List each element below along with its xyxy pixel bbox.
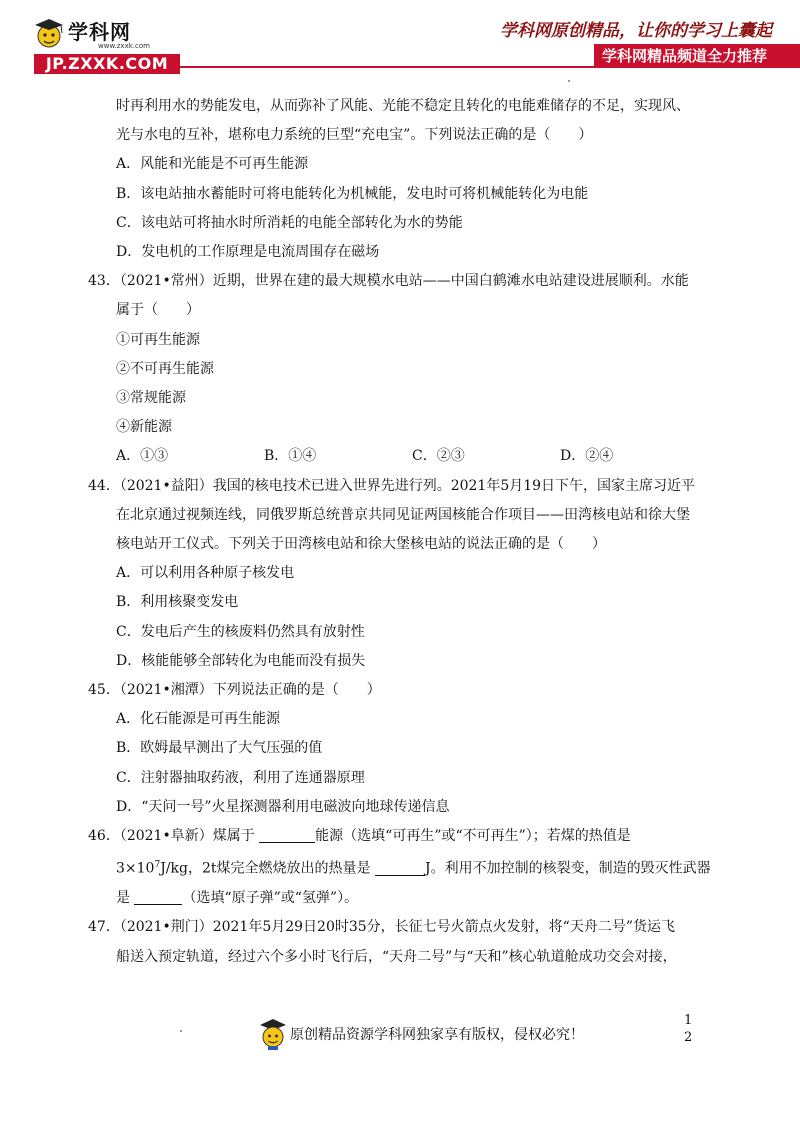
mascot-icon	[32, 16, 66, 50]
q44-stem: 44．（2021•益阳）我国的核电技术已进入世界先进行列。2021年5月19日下午，国家主席习近平	[88, 477, 696, 494]
q43-stem-cont: 属于（ ）	[116, 302, 200, 319]
q45-option: C．注射器抽取药液，利用了连通器原理	[116, 769, 365, 786]
q45-option: D．“天问一号”火星探测器利用电磁波向地球传递信息	[116, 798, 450, 815]
q46-text: （选填“原子弹”或“氢弹”）。	[182, 890, 359, 907]
copyright-notice: 原创精品资源学科网独家享有版权，侵权必究！	[290, 1027, 584, 1043]
exponent: 7	[154, 860, 161, 871]
q46-text: 是	[116, 890, 135, 907]
brand-name: 学科网	[68, 20, 131, 44]
q43-item: ③常规能源	[116, 390, 186, 407]
q44-option: A．可以利用各种原子核发电	[116, 565, 295, 582]
q43-item: ①可再生能源	[116, 331, 200, 348]
q44-option: C．发电后产生的核废料仍然具有放射性	[116, 623, 365, 640]
q46-text: J/kg，2t煤完全燃烧放出的热量是	[160, 860, 375, 877]
q43-item: ④新能源	[116, 419, 172, 436]
q46-stem-cont	[88, 884, 718, 913]
q43-options	[88, 442, 718, 471]
header-slogan: 学科网原创精品，让你的学习上囊起	[500, 21, 772, 41]
mascot-icon	[258, 1017, 288, 1051]
page-number-top: 1	[684, 1013, 693, 1028]
document-body	[88, 92, 718, 972]
q45-stem: 45．（2021•湘潭）下列说法正确的是（ ）	[88, 682, 381, 699]
q42-option: A．风能和光能是不可再生能源	[116, 156, 309, 173]
q44-stem-cont: 在北京通过视频连线，同俄罗斯总统普京共同见证两国核能合作项目——田湾核电站和徐大堡	[116, 506, 690, 523]
channel-banner[interactable]: 学科网精品频道全力推荐	[594, 44, 800, 68]
q45-option: B．欧姆最早测出了大气压强的值	[116, 740, 323, 757]
page-number-bottom: 2	[684, 1030, 693, 1045]
speck	[180, 1030, 182, 1032]
page-number	[684, 1012, 692, 1046]
brand-url: www.zxxk.com	[98, 42, 150, 50]
q46-stem-cont	[88, 851, 718, 884]
q44-option: B．利用核聚变发电	[116, 594, 239, 611]
brand-logo	[32, 14, 182, 73]
header-divider	[180, 66, 594, 68]
q46-text: 46．（2021•阜新）煤属于	[88, 828, 260, 845]
q47-stem-cont: 船送入预定轨道，经过六个多小时飞行后，“天舟二号”与“天和”核心轨道舱成功交会对接，	[116, 948, 677, 965]
q47-stem: 47．（2021•荆门）2021年5月29日20时35分，长征七号火箭点火发射，将“天舟二号”货运飞	[88, 919, 675, 936]
speck	[568, 80, 570, 82]
q44-option: D．核能能够全部转化为电能而没有损失	[116, 652, 366, 669]
q43-option: B．①④	[264, 448, 317, 465]
q46-text: J。利用不加控制的核裂变，制造的毁灭性武器	[424, 860, 711, 877]
q43-stem: 43．（2021•常州）近期，世界在建的最大规模水电站——中国白鹤滩水电站建设进展顺利。水能	[88, 273, 689, 290]
q42-text-line: 时再利用水的势能发电，从而弥补了风能、光能不稳定且转化的电能难储存的不足，实现风、	[116, 98, 690, 114]
q42-option: C．该电站可将抽水时所消耗的电能全部转化为水的势能	[116, 214, 463, 231]
q46-text: 能源（选填“可再生”或“不可再生”）；若煤的热值是	[315, 828, 631, 845]
q46-text: 3×10	[116, 860, 155, 877]
q42-option: D．发电机的工作原理是电流周围存在磁场	[116, 244, 380, 261]
q45-option: A．化石能源是可再生能源	[116, 711, 281, 728]
q46-stem	[88, 822, 718, 851]
answer-blank[interactable]	[259, 826, 315, 843]
q43-option: C．②③	[412, 448, 465, 465]
q43-option: A．①③	[116, 448, 169, 465]
q42-option: B．该电站抽水蓄能时可将电能转化为机械能，发电时可将机械能转化为电能	[116, 185, 589, 202]
answer-blank[interactable]	[375, 859, 425, 876]
brand-badge[interactable]: JP.ZXXK.COM	[34, 54, 180, 74]
footer	[258, 1014, 584, 1054]
answer-blank[interactable]	[134, 888, 182, 905]
q42-text-line: 光与水电的互补，堪称电力系统的巨型“充电宝”。下列说法正确的是（ ）	[116, 127, 593, 144]
q43-item: ②不可再生能源	[116, 360, 214, 377]
q43-option: D．②④	[560, 448, 614, 465]
q44-stem-cont: 核电站开工仪式。下列关于田湾核电站和徐大堡核电站的说法正确的是（ ）	[116, 536, 606, 553]
